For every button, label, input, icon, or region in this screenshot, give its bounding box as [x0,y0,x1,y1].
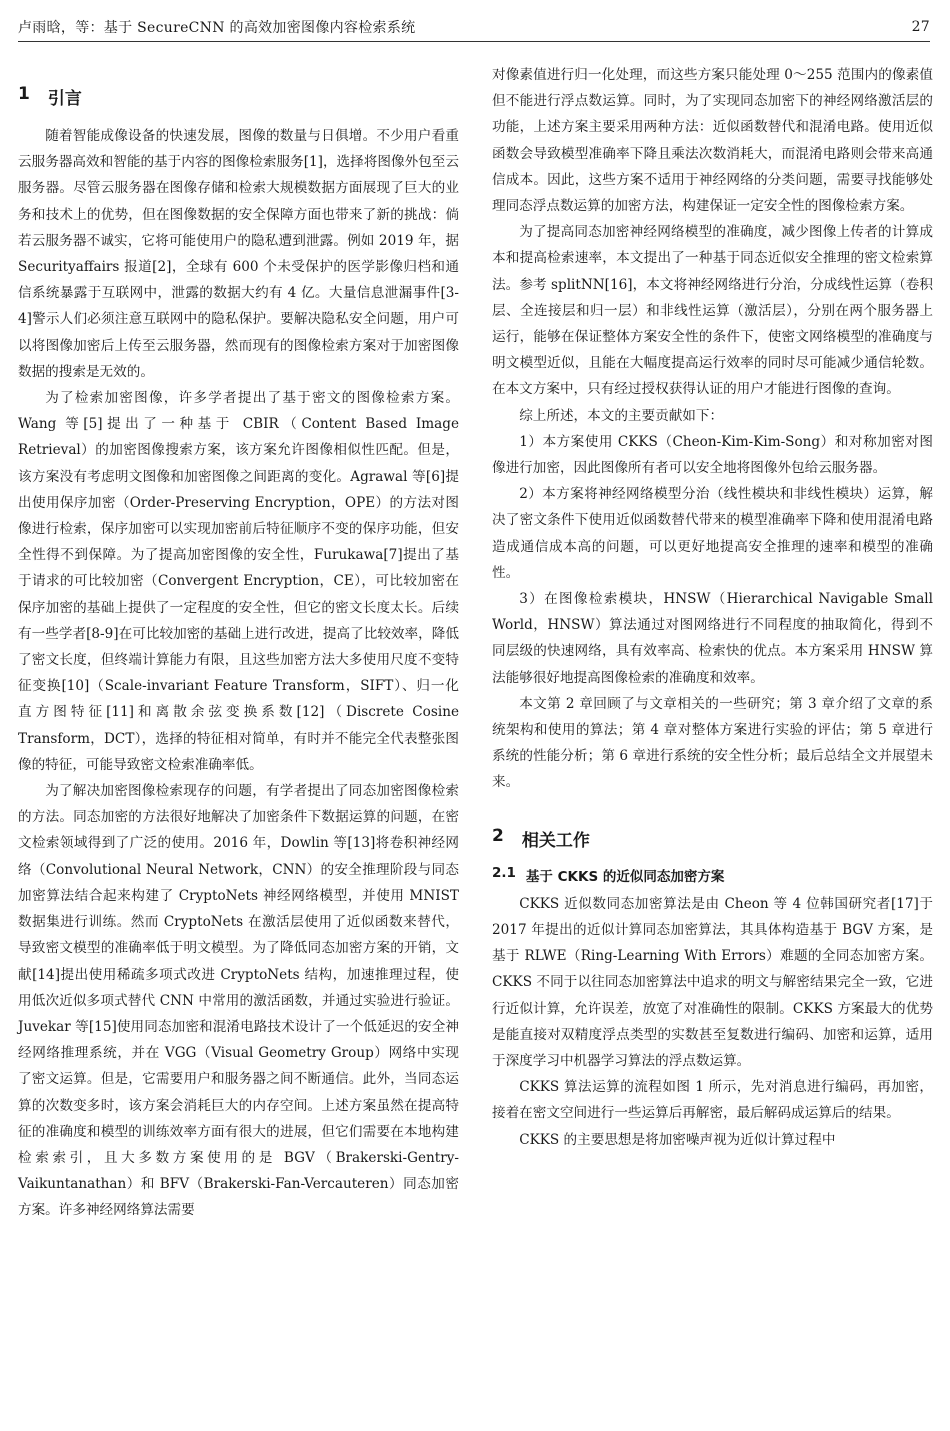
intro-paragraph-4: 为了提高同态加密神经网络模型的准确度，减少图像上传者的计算成本和提高检索速率，本文提出了一种基于同态近似安全推理的密文检索算法。参考 splitNN[16]，本文将神经网络进行分治，分成线性运算（卷积层、全连接层和归一层）和非线性运算（激活层），分别在两个服务器上运行，能够在保证整体方案安全性的条件下，使密文网络模型的准确度与明文模型近似，且能在大幅度提高运行效率的同时尽可能减少通信轮数。在本文方案中，只有经过授权获得认证的用户才能进行图像的查询。 [492,224,933,398]
section-1-heading [18,84,459,109]
contribution-3: 3）在图像检索模块，HNSW（Hierarchical Navigable Small World，HNSW）算法通过对图网络进行不同程度的抽取简化，得到不同层级的快速网络，具有效率高、检索快的优点。本方案采用 HNSW 算法能够很好地提高图像检索的准确度和效率。 [492,591,933,686]
contributions-intro: 综上所述，本文的主要贡献如下： [519,407,724,424]
running-header [18,14,930,40]
ckks-paragraph-2: CKKS 算法运算的流程如图 1 所示，先对消息进行编码，再加密，接着在密文空间进行一些运算后再解密，最后解码成运算后的结果。 [492,1079,933,1122]
intro-paragraph-2: 为了检索加密图像，许多学者提出了基于密文的图像检索方案。Wang 等[5]提出了一种基于 CBIR（Content Based Image Retrieval）的加密图像搜索方案，该方案允许图像相似性匹配。但是，该方案没有考虑明文图像和加密图像之间距离的变化。Agrawal 等[6]提出使用保序加密（Order-Preserving Encryption，OPE）的方法对图像进行检索，保序加密可以实现加密前后特征顺序不变的保序功能，但安全性得不到保障。为了提高加密图像的安全性，Furukawa[7]提出了基于请求的可比较加密（Convergent Encryption，CE），可比较加密在保序加密的基础上提供了一定程度的安全性，但它的密文长度太长。后续有一些学者[8-9]在可比较加密的基础上进行改进，提高了比较效率，降低了密文长度，但终端计算能力有限，且这些加密方法大多使用尺度不变特征变换[10]（Scale-invariant Feature Transform，SIFT）、归一化直方图特征[11]和离散余弦变换系数[12]（Discrete Cosine Transform，DCT），选择的特征相对简单，有时并不能完全代表整张图像的特征，可能导致密文检索准确率低。 [18,390,459,773]
contribution-1: 1）本方案使用 CKKS（Cheon-Kim-Kim-Song）和对称加密对图像进行加密，因此图像所有者可以安全地将图像外包给云服务器。 [492,433,933,477]
ckks-paragraph-3: CKKS 的主要思想是将加密噪声视为近似计算过程中 [519,1131,836,1148]
right-column [492,62,933,1153]
subsection-2-1-heading [492,865,933,885]
section-1-title: 引言 [47,89,82,109]
section-2-heading [492,826,933,851]
ckks-paragraph-1: CKKS 近似数同态加密算法是由 Cheon 等 4 位韩国研究者[17]于 2017 年提出的近似计算同态加密算法，其具体构造基于 BGV 方案，是基于 RLWE（Ring-Learning With Errors）难题的全同态加密方案。CKKS 不同于以往同态加密算法中追求的明文与解密结果完全一致，它进行近似计算，允许误差，放宽了对准确性的限制。CKKS 方案最大的优势是能直接对双精度浮点类型的实数甚至复数进行编码、加密和运算，适用于深度学习中机器学习算法的浮点数运算。 [492,895,933,1069]
section-1-number: 1 [18,84,30,104]
running-title: 卢雨晗，等：基于 SecureCNN 的高效加密图像内容检索系统 [18,20,416,36]
subsection-2-1-number: 2.1 [492,864,516,881]
intro-continuation: 对像素值进行归一化处理，而这些方案只能处理 0～255 范围内的像素值但不能进行浮点数运算。同时，为了实现同态加密下的神经网络激活层的功能，上述方案主要采用两种方法：近似函数替代和混淆电路。使用近似函数会导致模型准确率下降且乘法次数消耗大，而混淆电路则会带来高通信成本。因此，这些方案不适用于神经网络的分类问题，需要寻找能够处理同态浮点数运算的加密方法，构建保证一定安全性的图像检索方案。 [492,67,933,215]
contribution-2: 2）本方案将神经网络模型分治（线性模块和非线性模块）运算，解决了密文条件下使用近似函数替代带来的模型准确率下降和使用混淆电路造成通信成本高的问题，可以更好地提高安全推理的速率和模型的准确性。 [492,486,933,581]
section-2-title: 相关工作 [521,830,590,851]
intro-paragraph-3: 为了解决加密图像检索现存的问题，有学者提出了同态加密图像检索的方法。同态加密的方法很好地解决了加密条件下数据运算的问题，在密文检索领域得到了广泛的使用。2016 年，Dowlin 等[13]将卷积神经网络（Convolutional Neural Network，CNN）的安全推理阶段与同态加密算法结合起来构建了 CryptoNets 神经网络模型，并使用 MNIST 数据集进行训练。然而 CryptoNets 在激活层使用了近似函数来替代，导致密文模型的准确率低于明文模型。为了降低同态加密方案的开销，文献[14]提出使用稀疏多项式改进 CryptoNets 结构，加速推理过程，使用低次近似多项式替代 CNN 中常用的激活函数，并通过实验进行验证。Juvekar 等[15]使用同态加密和混淆电路技术设计了一个低延迟的安全神经网络推理系统，并在 VGG（Visual Geometry Group）网络中实现了密文运算。但是，它需要用户和服务器之间不断通信。此外，当同态运算的次数变多时，该方案会消耗巨大的内存空间。上述方案虽然在提高特征的准确度和模型的训练效率方面有很大的进展，但它们需要在本地构建检索索引，且大多数方案使用的是 BGV（Brakerski-Gentry-Vaikuntanathan）和 BFV（Brakerski-Fan-Vercauteren）同态加密方案。许多神经网络算法需要 [18,783,459,1219]
page-number: 27 [911,19,930,35]
section-2-number: 2 [492,825,504,846]
subsection-2-1-title: 基于 CKKS 的近似同态加密方案 [525,868,725,885]
paper-outline: 本文第 2 章回顾了与文章相关的一些研究；第 3 章介绍了文章的系统架构和使用的算法；第 4 章对整体方案进行实验的评估；第 5 章进行系统的性能分析；第 6 章进行系统的安全性分析；最后总结全文并展望未来。 [492,695,933,791]
left-column [18,62,459,1224]
intro-paragraph-1: 随着智能成像设备的快速发展，图像的数量与日俱增。不少用户看重云服务器高效和智能的基于内容的图像检索服务[1]，选择将图像外包至云服务器。尽管云服务器在图像存储和检索大规模数据方面展现了巨大的业务和技术上的优势，但在图像数据的安全保障方面也带来了新的挑战：倘若云服务器不诚实，它将可能使用户的隐私遭到泄露。例如 2019 年，据 Securityaffairs 报道[2]，全球有 600 个未受保护的医学影像归档和通信系统暴露于互联网中，泄露的数据大约有 4 亿。大量信息泄漏事件[3-4]警示人们必须注意互联网中的隐私保护。要解决隐私安全问题，用户可以将图像加密后上传至云服务器，然而现有的图像检索方案对于加密图像数据的搜索是无效的。 [18,128,459,380]
header-rule [18,41,930,42]
